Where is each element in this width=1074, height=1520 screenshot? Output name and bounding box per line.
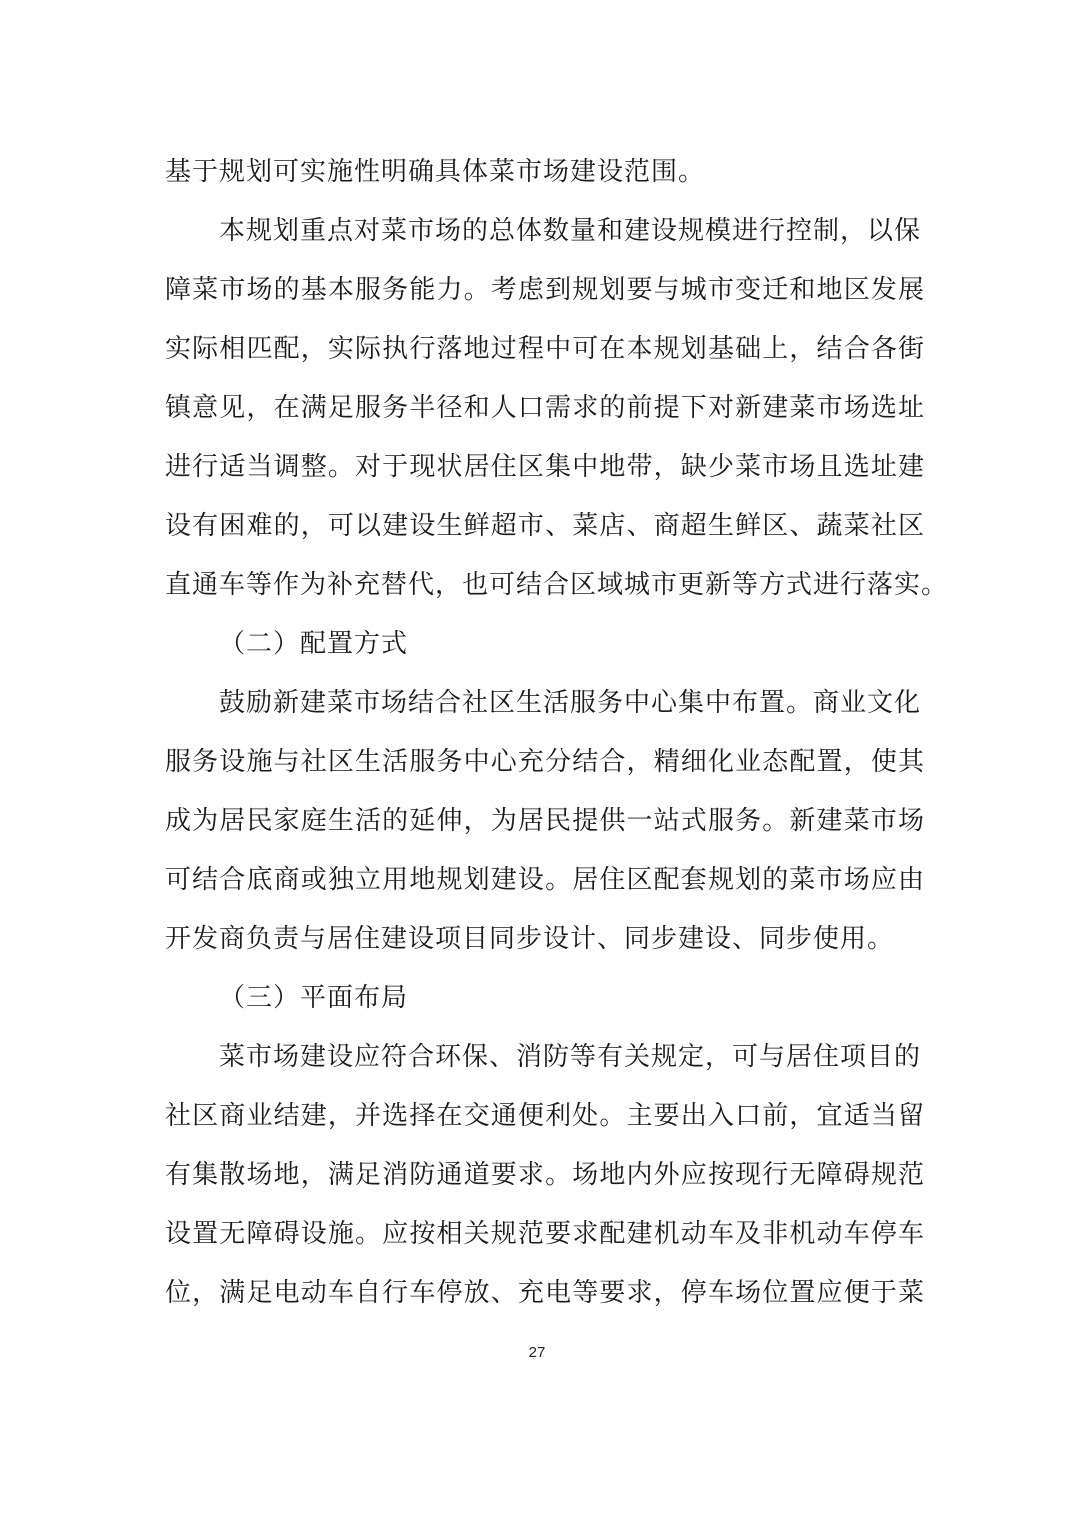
paragraph-line: 镇意见，在满足服务半径和人口需求的前提下对新建菜市场选址: [165, 393, 925, 423]
paragraph-line: 本规划重点对菜市场的总体数量和建设规模进行控制，以保: [219, 216, 922, 246]
paragraph-line: 设有困难的，可以建设生鲜超市、菜店、商超生鲜区、蔬菜社区: [165, 511, 925, 541]
section-heading: （三）平面布局: [219, 983, 409, 1013]
paragraph-line: 社区商业结建，并选择在交通便利处。主要出入口前，宜适当留: [165, 1101, 925, 1131]
paragraph-line: 可结合底商或独立用地规划建设。居住区配套规划的菜市场应由: [165, 865, 925, 895]
paragraph-line: 服务设施与社区生活服务中心充分结合，精细化业态配置，使其: [165, 747, 925, 777]
paragraph-line: 位，满足电动车自行车停放、充电等要求，停车场位置应便于菜: [165, 1278, 925, 1308]
paragraph-line: 菜市场建设应符合环保、消防等有关规定，可与居住项目的: [219, 1042, 922, 1072]
paragraph-line: 鼓励新建菜市场结合社区生活服务中心集中布置。商业文化: [219, 688, 922, 718]
paragraph-line: 有集散场地，满足消防通道要求。场地内外应按现行无障碍规范: [165, 1160, 925, 1190]
section-heading: （二）配置方式: [219, 629, 409, 659]
paragraph-line: 设置无障碍设施。应按相关规范要求配建机动车及非机动车停车: [165, 1219, 925, 1249]
page-number: 27: [528, 1344, 546, 1361]
paragraph-line: 直通车等作为补充替代，也可结合区域城市更新等方式进行落实。: [165, 570, 949, 600]
paragraph-line: 开发商负责与居住建设项目同步设计、同步建设、同步使用。: [165, 924, 895, 954]
paragraph-line: 基于规划可实施性明确具体菜市场建设范围。: [165, 157, 706, 187]
paragraph-line: 成为居民家庭生活的延伸，为居民提供一站式服务。新建菜市场: [165, 806, 925, 836]
paragraph-line: 进行适当调整。对于现状居住区集中地带，缺少菜市场且选址建: [165, 452, 925, 482]
paragraph-line: 障菜市场的基本服务能力。考虑到规划要与城市变迁和地区发展: [165, 275, 925, 305]
paragraph-line: 实际相匹配，实际执行落地过程中可在本规划基础上，结合各街: [165, 334, 925, 364]
